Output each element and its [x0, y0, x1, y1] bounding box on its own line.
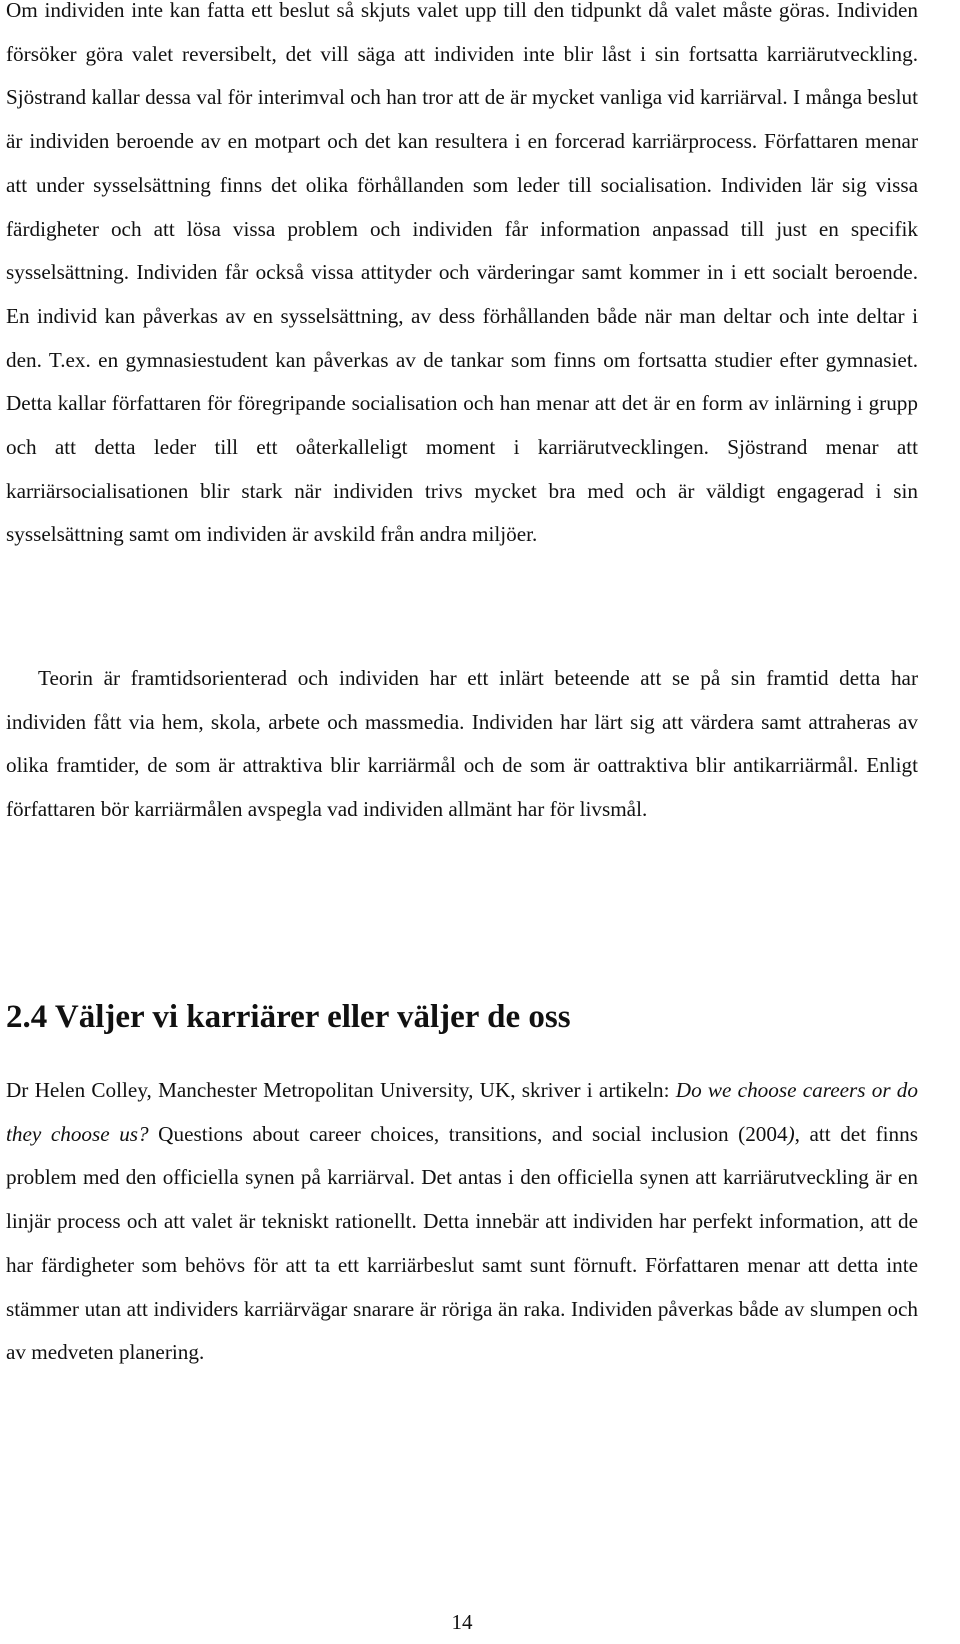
section-heading: 2.4 Väljer vi karriärer eller väljer de oss	[6, 999, 571, 1035]
page-number: 14	[451, 1610, 473, 1634]
article-summary: , att det finns problem med den officiella synen på karriärval. Det antas i den officiella synen att karriärutveckling är en linjär process och att valet är tekniskt rationellt. Detta innebär att individen har perfekt information, att de har färdigheter som behövs för att ta ett karriärbeslut samt sunt förnuft. Författaren menar att detta inte stämmer utan att individers karriärvägar snarare är röriga än raka. Individen påverkas både av slumpen och av medveten planering.	[6, 1121, 918, 1365]
article-title-closing: )	[787, 1121, 795, 1146]
article-introduction: Dr Helen Colley, Manchester Metropolitan University, UK, skriver i artikeln:	[6, 1078, 676, 1102]
article-title-remainder: Questions about career choices, transitions, and social inclusion (2004	[148, 1121, 788, 1146]
body-paragraph-colley-article	[6, 1069, 918, 1375]
body-paragraph-future-orientation: Teorin är framtidsorienterad och individen har ett inlärt beteende att se på sin framtid detta har individen fått via hem, skola, arbete och massmedia. Individen har lärt sig att värdera samt attraheras av olika framtider, de som är attraktiva blir karriärmål och de som är oattraktiva blir antikarriärmål. Enligt författaren bör karriärmålen avspegla vad individen allmänt har för livsmål.	[6, 666, 918, 822]
body-paragraph-career-socialisation: Om individen inte kan fatta ett beslut så skjuts valet upp till den tidpunkt då valet måste göras. Individen försöker göra valet reversibelt, det vill säga att individen inte blir låst i sin fortsatta karriärutveckling. Sjöstrand kallar dessa val för interimval och han tror att de är mycket vanliga vid karriärval. I många beslut är individen beroende av en motpart och det kan resultera i en forcerad karriärprocess. Författaren menar att under sysselsättning finns det olika förhållanden som leder till socialisation. Individen lär sig vissa färdigheter och att lösa vissa problem och individen får information anpassad till just en specifik sysselsättning. Individen får också vissa attityder och värderingar samt kommer in i ett socialt beroende. En individ kan påverkas av en sysselsättning, av dess förhållanden både när man deltar och inte deltar i den. T.ex. en gymnasiestudent kan påverkas av de tankar som finns om fortsatta studier efter gymnasiet. Detta kallar författaren för föregripande socialisation och han menar att det är en form av inlärning i grupp och att detta leder till ett oåterkalleligt moment i karriärutvecklingen. Sjöstrand menar att karriärsocialisationen blir stark när individen trivs mycket bra med och är väldigt engagerad i sin sysselsättning samt om individen är avskild från andra miljöer.	[6, 0, 918, 547]
article-title-italic: Do we choose careers or do they choose us?	[6, 1078, 918, 1146]
